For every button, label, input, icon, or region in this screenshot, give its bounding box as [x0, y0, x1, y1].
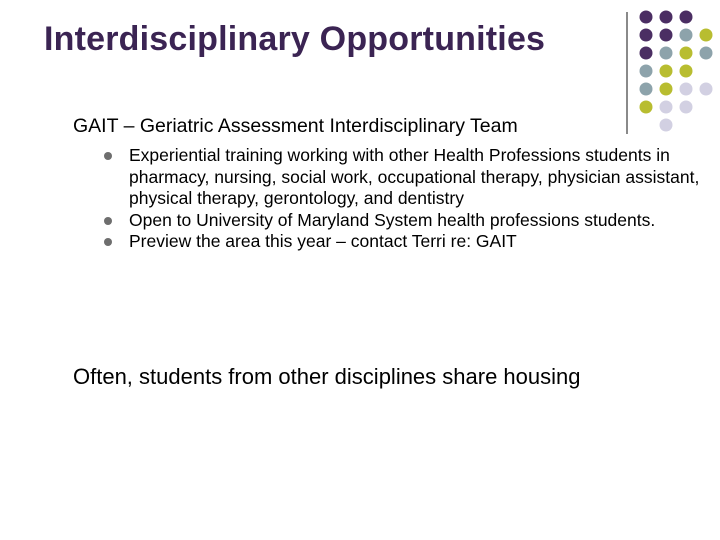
decorative-dot	[640, 47, 653, 60]
bullet-text: Preview the area this year – contact Terri re: GAIT	[129, 231, 517, 251]
gait-heading: GAIT – Geriatric Assessment Interdisciplinary Team	[73, 115, 518, 137]
decorative-dot	[680, 11, 693, 24]
bullet-dot-icon	[104, 238, 112, 246]
slide-title: Interdisciplinary Opportunities	[44, 20, 546, 58]
decorative-dot	[660, 29, 673, 42]
decorative-dot	[640, 29, 653, 42]
title-divider	[626, 12, 628, 134]
bullet-text: Open to University of Maryland System health professions students.	[129, 209, 656, 230]
decorative-dot	[680, 47, 693, 60]
decorative-dot	[660, 83, 673, 96]
decorative-dot	[680, 101, 693, 114]
decorative-dot	[700, 29, 713, 42]
bullet-item	[104, 210, 714, 232]
decorative-dot	[640, 65, 653, 78]
decorative-dot	[660, 11, 673, 24]
decorative-dot	[680, 83, 693, 96]
decorative-dot	[680, 29, 693, 42]
decorative-dot	[660, 101, 673, 114]
bullet-item	[104, 145, 714, 210]
decorative-dot	[680, 65, 693, 78]
decorative-dot	[640, 101, 653, 114]
gait-bullet-list	[104, 145, 714, 253]
bullet-item	[104, 231, 714, 253]
decorative-dot	[640, 83, 653, 96]
decorative-dot	[660, 119, 673, 132]
bullet-text: Experiential training working with other Health Professions students in pharmacy, nursing, social work, occupational therapy, physician assistant, physical therapy, gerontology, and dentistry	[129, 145, 700, 208]
decorative-dot	[700, 83, 713, 96]
housing-note: Often, students from other disciplines share housing	[73, 364, 581, 389]
bullet-dot-icon	[104, 217, 112, 225]
decorative-dot	[640, 11, 653, 24]
decorative-dot	[660, 65, 673, 78]
decorative-dot	[700, 47, 713, 60]
decorative-dot	[660, 47, 673, 60]
bullet-dot-icon	[104, 152, 112, 160]
